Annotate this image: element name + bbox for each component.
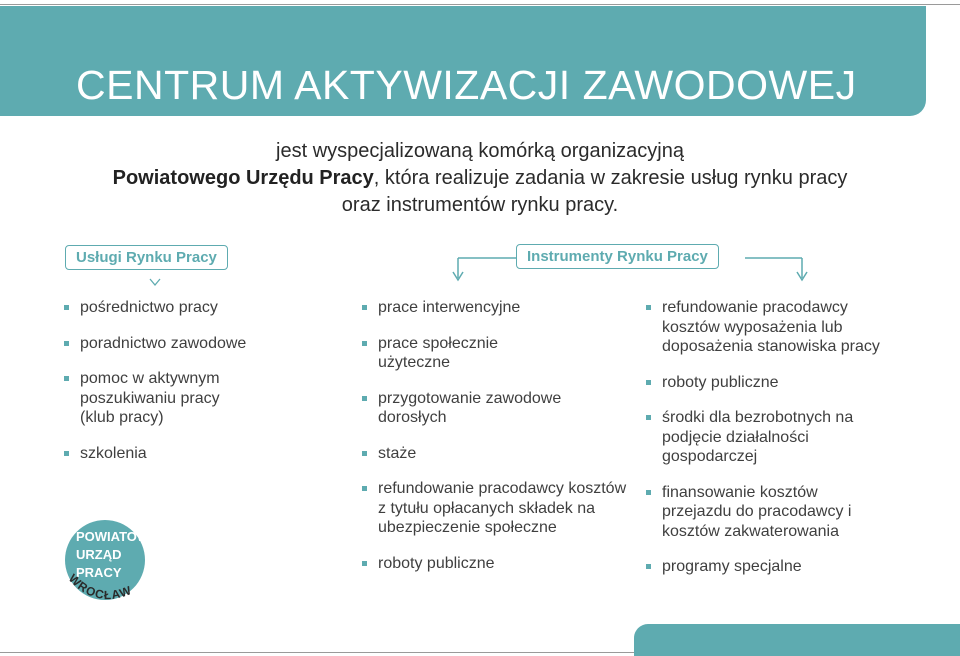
logo-city: WROCŁAW xyxy=(65,571,134,603)
list-item: refundowanie pracodawcy kosztów z tytułu opłacanych składek na ubezpieczenie społeczne xyxy=(362,479,628,538)
list-item: refundowanie pracodawcy kosztów wyposażenia lub doposażenia stanowiska pracy xyxy=(646,298,904,357)
intro-line-1: jest wyspecjalizowaną komórką organizacyjną xyxy=(276,140,684,162)
list-item: prace interwencyjne xyxy=(362,298,620,318)
list-item: staże xyxy=(362,444,620,464)
list-item: środki dla bezrobotnych na podjęcie działalności gospodarczej xyxy=(646,408,877,467)
page-title: CENTRUM AKTYWIZACJI ZAWODOWEJ xyxy=(76,62,857,108)
logo-line-2: URZĄD xyxy=(76,547,122,562)
list-item: prace społecznie użyteczne xyxy=(362,334,548,373)
services-list xyxy=(64,298,299,479)
list-item: roboty publiczne xyxy=(646,373,904,393)
logo-line-3: PRACY xyxy=(76,565,122,580)
pup-logo xyxy=(62,517,192,617)
list-item: roboty publiczne xyxy=(362,554,620,574)
services-chevron-icon xyxy=(150,279,160,285)
list-item: przygotowanie zawodowe dorosłych xyxy=(362,389,608,428)
list-item: finansowanie kosztów przejazdu do pracodawcy i kosztów zakwaterowania xyxy=(646,483,890,542)
intro-line-3: oraz instrumentów rynku pracy. xyxy=(341,194,619,216)
list-item: szkolenia xyxy=(64,444,299,464)
intro-line-2-rest: , która realizuje zadania w zakresie usług rynku pracy xyxy=(373,167,848,189)
intro-org-name: Powiatowego Urzędu Pracy xyxy=(112,167,374,189)
instruments-list-col2 xyxy=(646,298,904,593)
instruments-list-col1 xyxy=(362,298,627,589)
logo-city-arc xyxy=(62,517,192,617)
footer-bar xyxy=(634,624,960,656)
instruments-label: Instrumenty Rynku Pracy xyxy=(516,244,719,269)
logo-line-1: POWIATOWY xyxy=(76,529,158,544)
svg-text:WROCŁAW xyxy=(66,571,134,602)
services-label: Usługi Rynku Pracy xyxy=(65,245,228,270)
list-item: poradnictwo zawodowe xyxy=(64,334,299,354)
list-item: pomoc w aktywnym poszukiwaniu pracy (klub pracy) xyxy=(64,369,250,428)
list-item: programy specjalne xyxy=(646,557,904,577)
list-item: pośrednictwo pracy xyxy=(64,298,299,318)
